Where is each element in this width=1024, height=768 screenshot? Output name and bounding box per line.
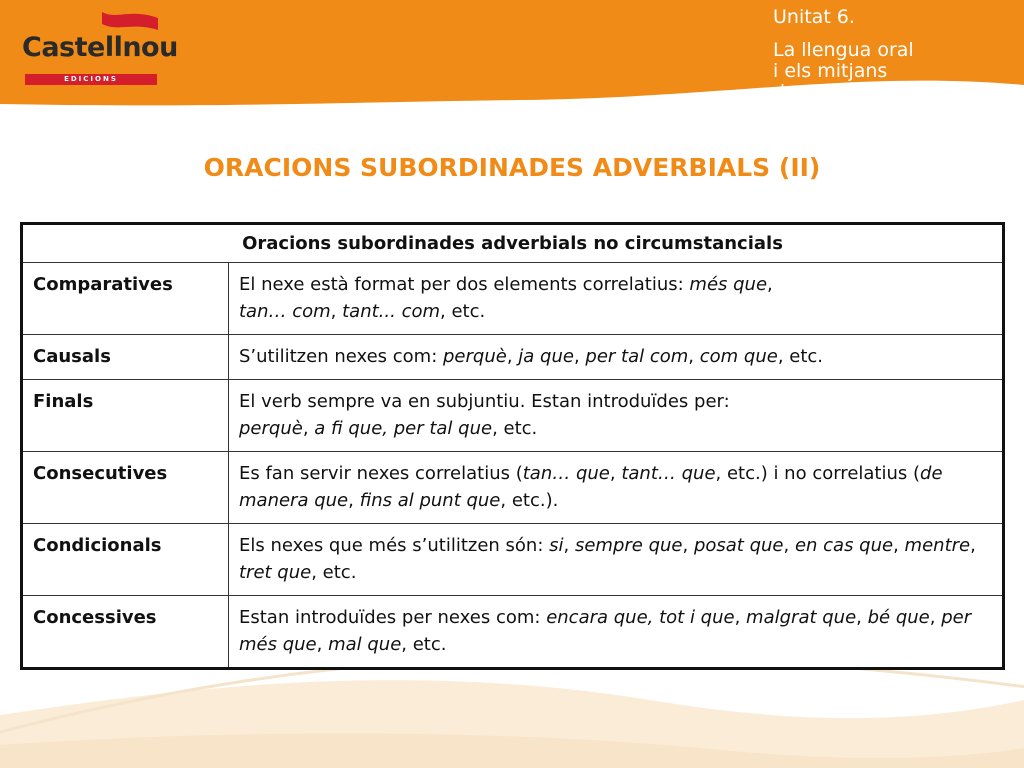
- table-row: [22, 263, 1004, 335]
- row-description: Es fan servir nexes correlatius (tan… que, tant… que, etc.) i no correlatius (de manera que, fins al punt que, etc.).: [229, 452, 1004, 524]
- row-category: Consecutives: [22, 452, 229, 524]
- table-row: [22, 596, 1004, 669]
- table-row: [22, 380, 1004, 452]
- flag-icon: [100, 10, 162, 34]
- unit-subtitle: La llengua oral i els mitjans de comunicació: [773, 39, 923, 103]
- adverbial-clauses-table: [20, 222, 1005, 670]
- logo-sub: EDICIONS: [25, 74, 157, 85]
- table-header: Oracions subordinades adverbials no circumstancials: [22, 224, 1004, 263]
- unit-number: Unitat 6.: [773, 6, 855, 28]
- logo-name: Castellnou: [22, 32, 178, 63]
- table-row: [22, 524, 1004, 596]
- row-description: S’utilitzen nexes com: perquè, ja que, per tal com, com que, etc.: [229, 335, 1004, 380]
- row-category: Comparatives: [22, 263, 229, 335]
- row-description: El verb sempre va en subjuntiu. Estan introduïdes per: perquè, a fi que, per tal que, etc.: [229, 380, 1004, 452]
- row-category: Causals: [22, 335, 229, 380]
- table-header-row: [22, 224, 1004, 263]
- table-row: [22, 452, 1004, 524]
- publisher-logo: [22, 10, 178, 83]
- row-category: Concessives: [22, 596, 229, 669]
- row-description: El nexe està format per dos elements correlatius: més que, tan… com, tant... com, etc.: [229, 263, 1004, 335]
- row-category: Finals: [22, 380, 229, 452]
- row-description: Estan introduïdes per nexes com: encara que, tot i que, malgrat que, bé que, per més que, mal que, etc.: [229, 596, 1004, 669]
- row-category: Condicionals: [22, 524, 229, 596]
- page-title: ORACIONS SUBORDINADES ADVERBIALS (II): [203, 153, 821, 182]
- unit-header: [773, 6, 922, 103]
- table-row: [22, 335, 1004, 380]
- row-description: Els nexes que més s’utilitzen són: si, sempre que, posat que, en cas que, mentre, tret que, etc.: [229, 524, 1004, 596]
